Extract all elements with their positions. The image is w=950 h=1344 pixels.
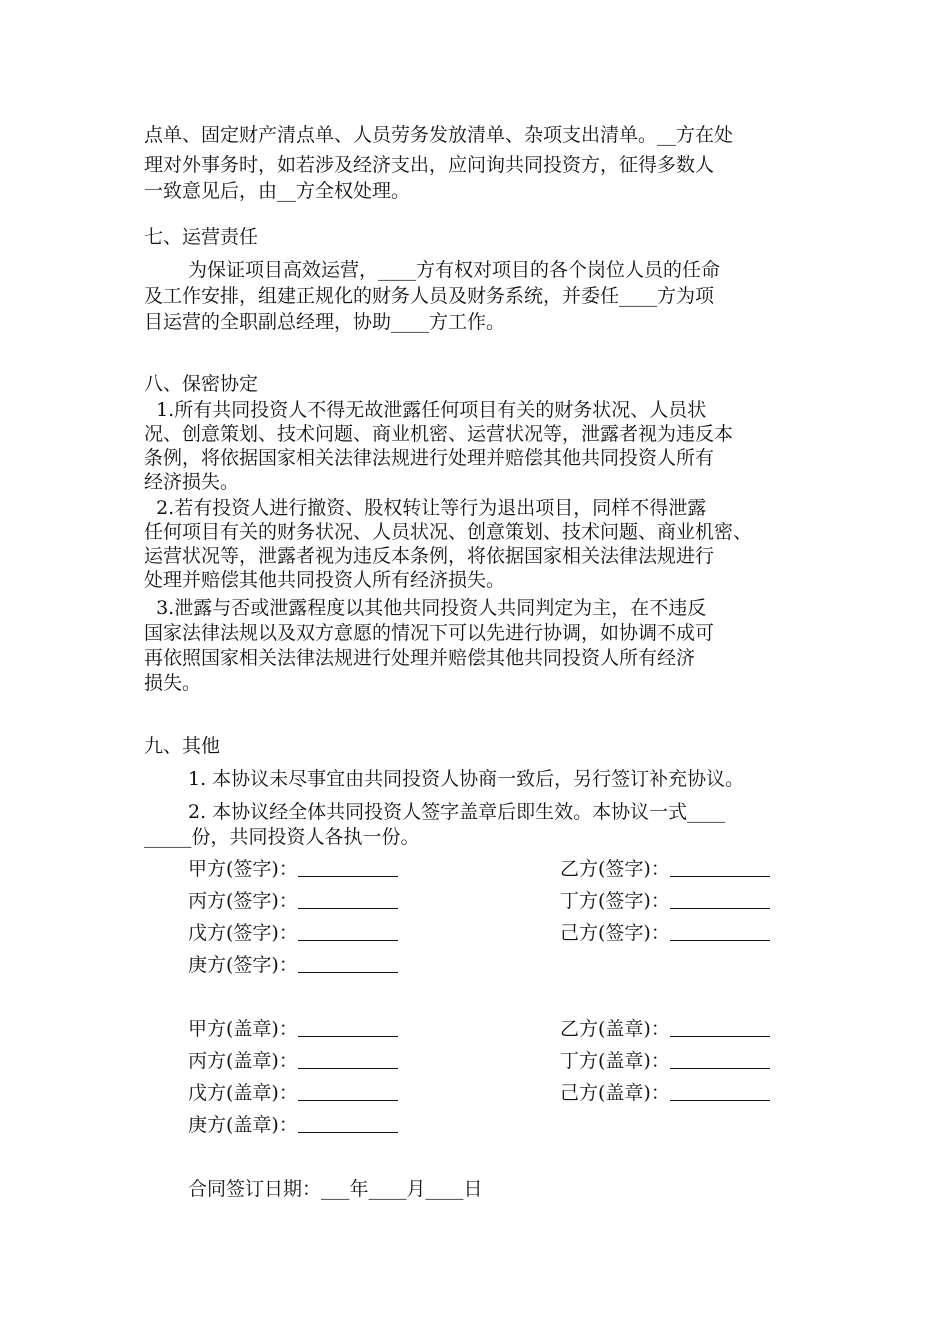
seal-blank[interactable] (670, 1050, 770, 1069)
seal-label: 庚方(盖章)： (188, 1114, 298, 1136)
seal-label: 甲方(盖章)： (188, 1018, 298, 1040)
paragraph-line: 任何项目有关的财务状况、人员状况、创意策划、技术问题、商业机密、 (144, 521, 753, 543)
paragraph-line: 2. 本协议经全体共同投资人签字盖章后即生效。本协议一式____ (188, 801, 726, 823)
paragraph-line: 点单、固定财产清点单、人员劳务发放清单、杂项支出清单。__方在处 (144, 124, 734, 146)
seal-field (560, 1048, 770, 1074)
seal-blank[interactable] (298, 1050, 398, 1069)
seal-field (560, 1080, 770, 1106)
paragraph-line: 2.若有投资人进行撤资、股权转让等行为退出项目，同样不得泄露 (144, 497, 707, 519)
signature-label: 庚方(签字)： (188, 954, 298, 976)
signature-field (188, 920, 398, 946)
signature-label: 乙方(签字)： (560, 858, 670, 880)
paragraph-line: _____份，共同投资人各执一份。 (144, 826, 420, 848)
signature-label: 甲方(签字)： (188, 858, 298, 880)
signature-field (560, 920, 770, 946)
signature-field (188, 856, 398, 882)
signature-blank[interactable] (298, 954, 398, 973)
paragraph-line: 理对外事务时，如若涉及经济支出，应问询共同投资方，征得多数人 (144, 154, 715, 176)
paragraph-line: 一致意见后，由__方全权处理。 (144, 180, 411, 202)
signature-blank[interactable] (298, 922, 398, 941)
signature-field (188, 888, 398, 914)
signature-label: 己方(签字)： (560, 922, 670, 944)
paragraph-line: 再依照国家相关法律法规进行处理并赔偿其他共同投资人所有经济 (144, 647, 696, 669)
paragraph-line: 3.泄露与否或泄露程度以其他共同投资人共同判定为主，在不违反 (144, 597, 707, 619)
section-heading-other: 九、其他 (144, 735, 221, 757)
paragraph-line: 况、创意策划、技术问题、商业机密、运营状况等，泄露者视为违反本 (144, 423, 734, 445)
paragraph-line: 条例，将依据国家相关法律法规进行处理并赔偿其他共同投资人所有 (144, 447, 715, 469)
signature-blank[interactable] (670, 922, 770, 941)
signature-field (560, 888, 770, 914)
signature-blank[interactable] (298, 890, 398, 909)
paragraph-line: 为保证项目高效运营，____方有权对项目的各个岗位人员的任命 (188, 259, 721, 281)
seal-label: 己方(盖章)： (560, 1082, 670, 1104)
seal-blank[interactable] (298, 1114, 398, 1133)
paragraph-line: 处理并赔偿其他共同投资人所有经济损失。 (144, 569, 506, 591)
signature-blank[interactable] (670, 858, 770, 877)
paragraph-line: 运营状况等，泄露者视为违反本条例，将依据国家相关法律法规进行 (144, 545, 715, 567)
paragraph-line: 经济损失。 (144, 471, 240, 493)
seal-field (188, 1048, 398, 1074)
section-heading-confidentiality: 八、保密协定 (144, 373, 259, 395)
seal-field (188, 1016, 398, 1042)
paragraph-line: 国家法律法规以及双方意愿的情况下可以先进行协调，如协调不成可 (144, 622, 715, 644)
paragraph-line: 1. 本协议未尽事宜由共同投资人协商一致后，另行签订补充协议。 (188, 768, 745, 790)
seal-field (188, 1080, 398, 1106)
seal-label: 丙方(盖章)： (188, 1050, 298, 1072)
signature-label: 丁方(签字)： (560, 890, 670, 912)
signature-label: 丙方(签字)： (188, 890, 298, 912)
seal-field (188, 1112, 398, 1138)
signature-field (188, 952, 398, 978)
paragraph-line: 1.所有共同投资人不得无故泄露任何项目有关的财务状况、人员状 (144, 399, 707, 421)
seal-blank[interactable] (298, 1018, 398, 1037)
paragraph-line: 损失。 (144, 672, 202, 694)
contract-date: 合同签订日期：___年____月____日 (188, 1178, 483, 1200)
paragraph-line: 及工作安排，组建正规化的财务人员及财务系统，并委任____方为项 (144, 285, 715, 307)
signature-label: 戊方(签字)： (188, 922, 298, 944)
signature-blank[interactable] (670, 890, 770, 909)
signature-field (560, 856, 770, 882)
seal-blank[interactable] (670, 1018, 770, 1037)
seal-field (560, 1016, 770, 1042)
seal-label: 丁方(盖章)： (560, 1050, 670, 1072)
seal-label: 乙方(盖章)： (560, 1018, 670, 1040)
section-heading-operations: 七、运营责任 (144, 226, 259, 248)
paragraph-line: 目运营的全职副总经理，协助____方工作。 (144, 311, 506, 333)
seal-label: 戊方(盖章)： (188, 1082, 298, 1104)
signature-blank[interactable] (298, 858, 398, 877)
seal-blank[interactable] (298, 1082, 398, 1101)
seal-blank[interactable] (670, 1082, 770, 1101)
